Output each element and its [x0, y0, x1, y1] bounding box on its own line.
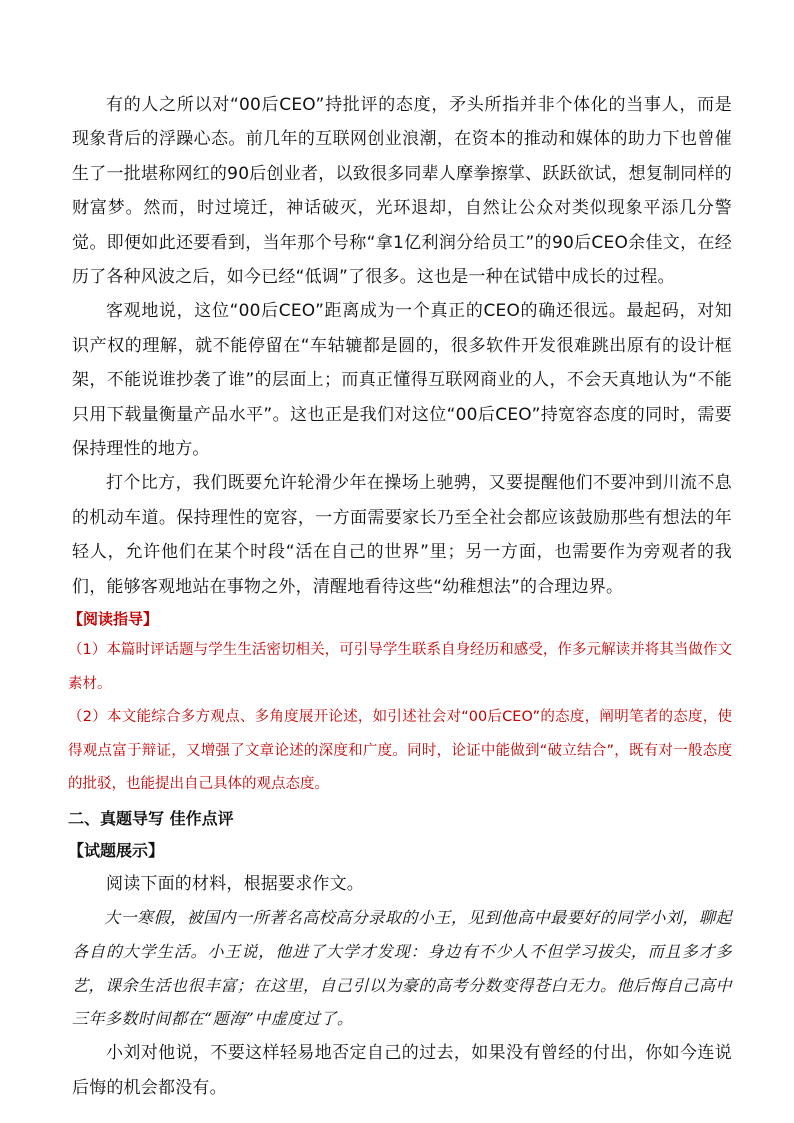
- body-paragraph-1: 有的人之所以对“00后CEO”持批评的态度，矛头所指并非个体化的当事人，而是现象背后的浮躁心态。前几年的互联网创业浪潮，在资本的推动和媒体的助力下也曾催生了一批堪称网红的90后创业者，以致很多同辈人摩拳擦掌、跃跃欲试，想复制同样的财富梦。然而，时过境迁，神话破灭，光环退却，自然让公众对类似现象平添几分警觉。即便如此还要看到，当年那个号称“拿1亿利润分给员工”的90后CEO余佳文，在经历了各种风波之后，如今已经“低调”了很多。这也是一种在试错中成长的过程。: [72, 95, 732, 288]
- material-paragraph: 大一寒假，被国内一所著名高校高分录取的小王，见到他高中最要好的同学小刘，聊起各自的大学生活。小王说，他进了大学才发现：身边有不少人不但学习拔尖，而且多才多艺，课余生活也很丰富；在这里，自己引以为豪的高考分数变得苍白无力。他后悔自己高中三年多数时间都在“题海”中虚度过了。: [72, 908, 733, 1029]
- instruction-paragraph: 阅读下面的材料，根据要求作文。: [106, 873, 364, 894]
- reading-guide-item-2: （2）本文能综合多方观点、多角度展开论述，如引述社会对“00后CEO”的态度，阐明笔者的态度，使得观点富于辩证，又增强了文章论述的深度和广度。同时，论证中能做到“破立结合”，既有对一般态度的批驳，也能提出自己具体的观点态度。: [68, 709, 732, 793]
- document-page: [68, 88, 733, 1105]
- closing-paragraph: 小刘对他说，不要这样轻易地否定自己的过去，如果没有曾经的付出，你如今连说后悔的机会都没有。: [72, 1043, 732, 1098]
- body-paragraph-2: 客观地说，这位“00后CEO”距离成为一个真正的CEO的确还很远。最起码，对知识产权的理解，就不能停留在“车轱辘都是圆的，很多软件开发很难跳出原有的设计框架，不能说谁抄袭了谁”的层面上；而真正懂得互联网商业的人，不会天真地认为“不能只用下载量衡量产品水平”。这也正是我们对这位“00后CEO”持宽容态度的同时，需要保持理性的地方。: [72, 301, 732, 460]
- section-title: 二、真题导写 佳作点评: [68, 808, 234, 828]
- reading-guide-item-1: （1）本篇时评话题与学生生活密切相关，可引导学生联系自身经历和感受，作多元解读并将其当做作文素材。: [68, 642, 732, 692]
- reading-guide-title: 【阅读指导】: [68, 610, 159, 629]
- body-paragraph-3: 打个比方，我们既要允许轮滑少年在操场上驰骋，又要提醒他们不要冲到川流不息的机动车道。保持理性的宽容，一方面需要家长乃至全社会都应该鼓励那些有想法的年轻人，允许他们在某个时段“活在自己的世界”里；另一方面，也需要作为旁观者的我们，能够客观地站在事物之外，清醒地看待这些“幼稚想法”的合理边界。: [72, 473, 732, 597]
- exam-display-title: 【试题展示】: [68, 840, 165, 860]
